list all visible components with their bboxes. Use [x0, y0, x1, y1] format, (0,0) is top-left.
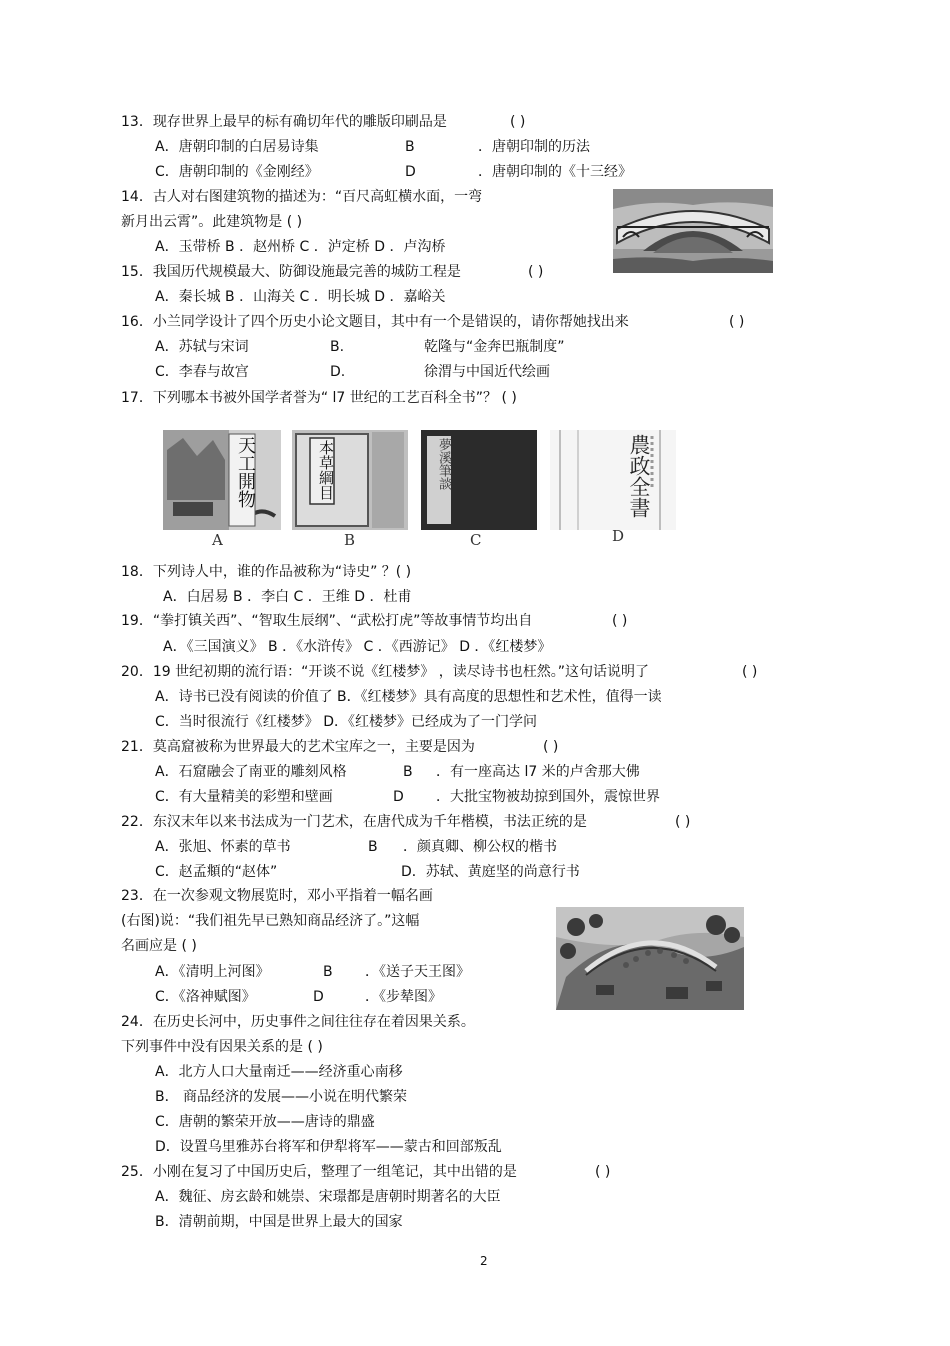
q20-options-cd: C．当时很流行《红楼梦》 D．《红楼梦》已经成为了一门学问: [155, 714, 538, 730]
q13-paren: ( ): [510, 114, 526, 130]
book-d-image: [550, 430, 676, 530]
q23-option-d-letter: D: [313, 989, 324, 1005]
q13-option-a: A．唐朝印制的白居易诗集: [155, 139, 319, 155]
q13-option-b-text: ．唐朝印制的历法: [478, 139, 590, 155]
q15-stem: 15．我国历代规模最大、防御设施最完善的城防工程是: [121, 264, 461, 280]
q15-paren: ( ): [528, 264, 544, 280]
q24-line1: 24．在历史长河中，历史事件之间往往存在着因果关系。: [121, 1014, 475, 1030]
q22-option-b-text: ．颜真卿、柳公权的楷书: [403, 839, 557, 855]
q16-option-b-letter: B.: [330, 339, 345, 355]
q14-line1: 14．古人对右图建筑物的描述为：“百尺高虹横水面，一弯: [121, 189, 483, 205]
q25-option-b: B．清朝前期，中国是世界上最大的国家: [155, 1214, 403, 1230]
bridge-image: [613, 189, 773, 273]
q16-option-a: A．苏轼与宋词: [155, 339, 249, 355]
q16-paren: ( ): [729, 314, 745, 330]
q22-option-a: A．张旭、怀素的草书: [155, 839, 291, 855]
q18-options: A．白居易 B ．李白 C ．王维 D ．杜甫: [163, 589, 412, 605]
q19-paren: ( ): [612, 613, 628, 629]
book-b-title: 本草綱目: [317, 440, 335, 500]
q16-stem: 16．小兰同学设计了四个历史小论文题目，其中有一个是错误的，请你帮她找出来: [121, 314, 629, 330]
book-d-title: 農政全書: [627, 434, 651, 518]
q21-option-d-text: ．大批宝物被劫掠到国外，震惊世界: [436, 789, 660, 805]
q21-paren: ( ): [543, 739, 559, 755]
book-b-label: B: [344, 531, 356, 549]
q24-line2: 下列事件中没有因果关系的是 ( ): [121, 1039, 323, 1055]
q24-option-a: A．北方人口大量南迁——经济重心南移: [155, 1064, 403, 1080]
q21-option-c: C．有大量精美的彩塑和壁画: [155, 789, 333, 805]
book-a-image: [163, 430, 281, 530]
q20-paren: ( ): [742, 664, 758, 680]
q14-options: A．玉带桥 B ．赵州桥 C ．泸定桥 D ．卢沟桥: [155, 239, 446, 255]
q24-option-d: D．设置乌里雅苏台将军和伊犁将军——蒙古和回部叛乱: [155, 1139, 502, 1155]
q24-option-c: C．唐朝的繁荣开放——唐诗的鼎盛: [155, 1114, 375, 1130]
q21-option-d-letter: D: [393, 789, 404, 805]
q21-stem: 21．莫高窟被称为世界最大的艺术宝库之一，主要是因为: [121, 739, 475, 755]
q14-line2: 新月出云霄”。此建筑物是 ( ): [121, 214, 303, 230]
q22-stem: 22．东汉末年以来书法成为一门艺术，在唐代成为千年楷模，书法正统的是: [121, 814, 587, 830]
q23-line3: 名画应是 ( ): [121, 938, 197, 954]
q16-option-c: C．李春与故宫: [155, 364, 249, 380]
q21-option-b-text: ．有一座高达 l7 米的卢舍那大佛: [436, 764, 640, 780]
book-d-label: D: [612, 527, 625, 545]
book-a-title: 天工開物: [235, 436, 256, 508]
q16-option-b-text: 乾隆与“金奔巴瓶制度”: [424, 339, 565, 355]
q18-stem: 18．下列诗人中，谁的作品被称为“诗史” ？( ): [121, 564, 412, 580]
q19-stem: 19．“拳打镇关西”、“智取生辰纲”、“武松打虎”等故事情节均出自: [121, 613, 533, 629]
q20-stem: 20．19 世纪初期的流行语：“开谈不说《红楼梦》 ，读尽诗书也枉然。”这句话说明了: [121, 664, 650, 680]
q22-paren: ( ): [675, 814, 691, 830]
q24-option-b: B． 商品经济的发展——小说在明代繁荣: [155, 1089, 408, 1105]
q23-line1: 23．在一次参观文物展览时，邓小平指着一幅名画: [121, 888, 433, 904]
q15-options: A．秦长城 B ．山海关 C ．明长城 D ．嘉峪关: [155, 289, 446, 305]
q23-option-d-text: ．《步辇图》: [365, 989, 442, 1005]
book-c-image: [421, 430, 537, 530]
q16-option-d-letter: D.: [330, 364, 346, 380]
q23-option-b-letter: B: [323, 964, 333, 980]
q17-stem: 17．下列哪本书被外国学者誉为“ l7 世纪的工艺百科全书”？ ( ): [121, 390, 517, 406]
q21-option-a: A．石窟融会了南亚的雕刻风格: [155, 764, 347, 780]
q20-options-ab: A．诗书已没有阅读的价值了 B．《红楼梦》具有高度的思想性和艺术性，值得一读: [155, 689, 662, 705]
q25-paren: ( ): [595, 1164, 611, 1180]
q16-option-d-text: 徐渭与中国近代绘画: [424, 364, 550, 380]
q22-option-d: D．苏轼、黄庭坚的尚意行书: [401, 864, 580, 880]
q13-option-b-letter: B: [405, 139, 415, 155]
book-b-image: [292, 430, 408, 530]
q21-option-b-letter: B: [403, 764, 413, 780]
book-c-label: C: [470, 531, 482, 549]
book-a-label: A: [212, 531, 223, 549]
q22-option-b-letter: B: [368, 839, 378, 855]
q23-option-a: A．《清明上河图》: [155, 964, 270, 980]
q25-option-a: A．魏征、房玄龄和姚崇、宋璟都是唐朝时期著名的大臣: [155, 1189, 501, 1205]
q23-option-b-text: ．《送子天王图》: [365, 964, 470, 980]
book-c-title: 夢溪筆談: [436, 438, 451, 490]
q22-option-c: C．赵孟頫的“赵体”: [155, 864, 278, 880]
q19-options: A．《三国演义》 B ．《水浒传》 C ．《西游记》 D ．《红楼梦》: [163, 639, 552, 655]
q13-option-d-text: ．唐朝印制的《十三经》: [478, 164, 632, 180]
q23-line2: (右图)说：“我们祖先早已熟知商品经济了。”这幅: [121, 913, 420, 929]
q23-option-c: C．《洛神赋图》: [155, 989, 256, 1005]
q25-stem: 25．小刚在复习了中国历史后，整理了一组笔记，其中出错的是: [121, 1164, 517, 1180]
painting-image: [556, 907, 744, 1010]
q13-stem: 13．现存世界上最早的标有确切年代的雕版印刷品是: [121, 114, 447, 130]
page-number: 2: [480, 1254, 488, 1268]
q13-option-c: C．唐朝印制的《金刚经》: [155, 164, 319, 180]
q13-option-d-letter: D: [405, 164, 416, 180]
